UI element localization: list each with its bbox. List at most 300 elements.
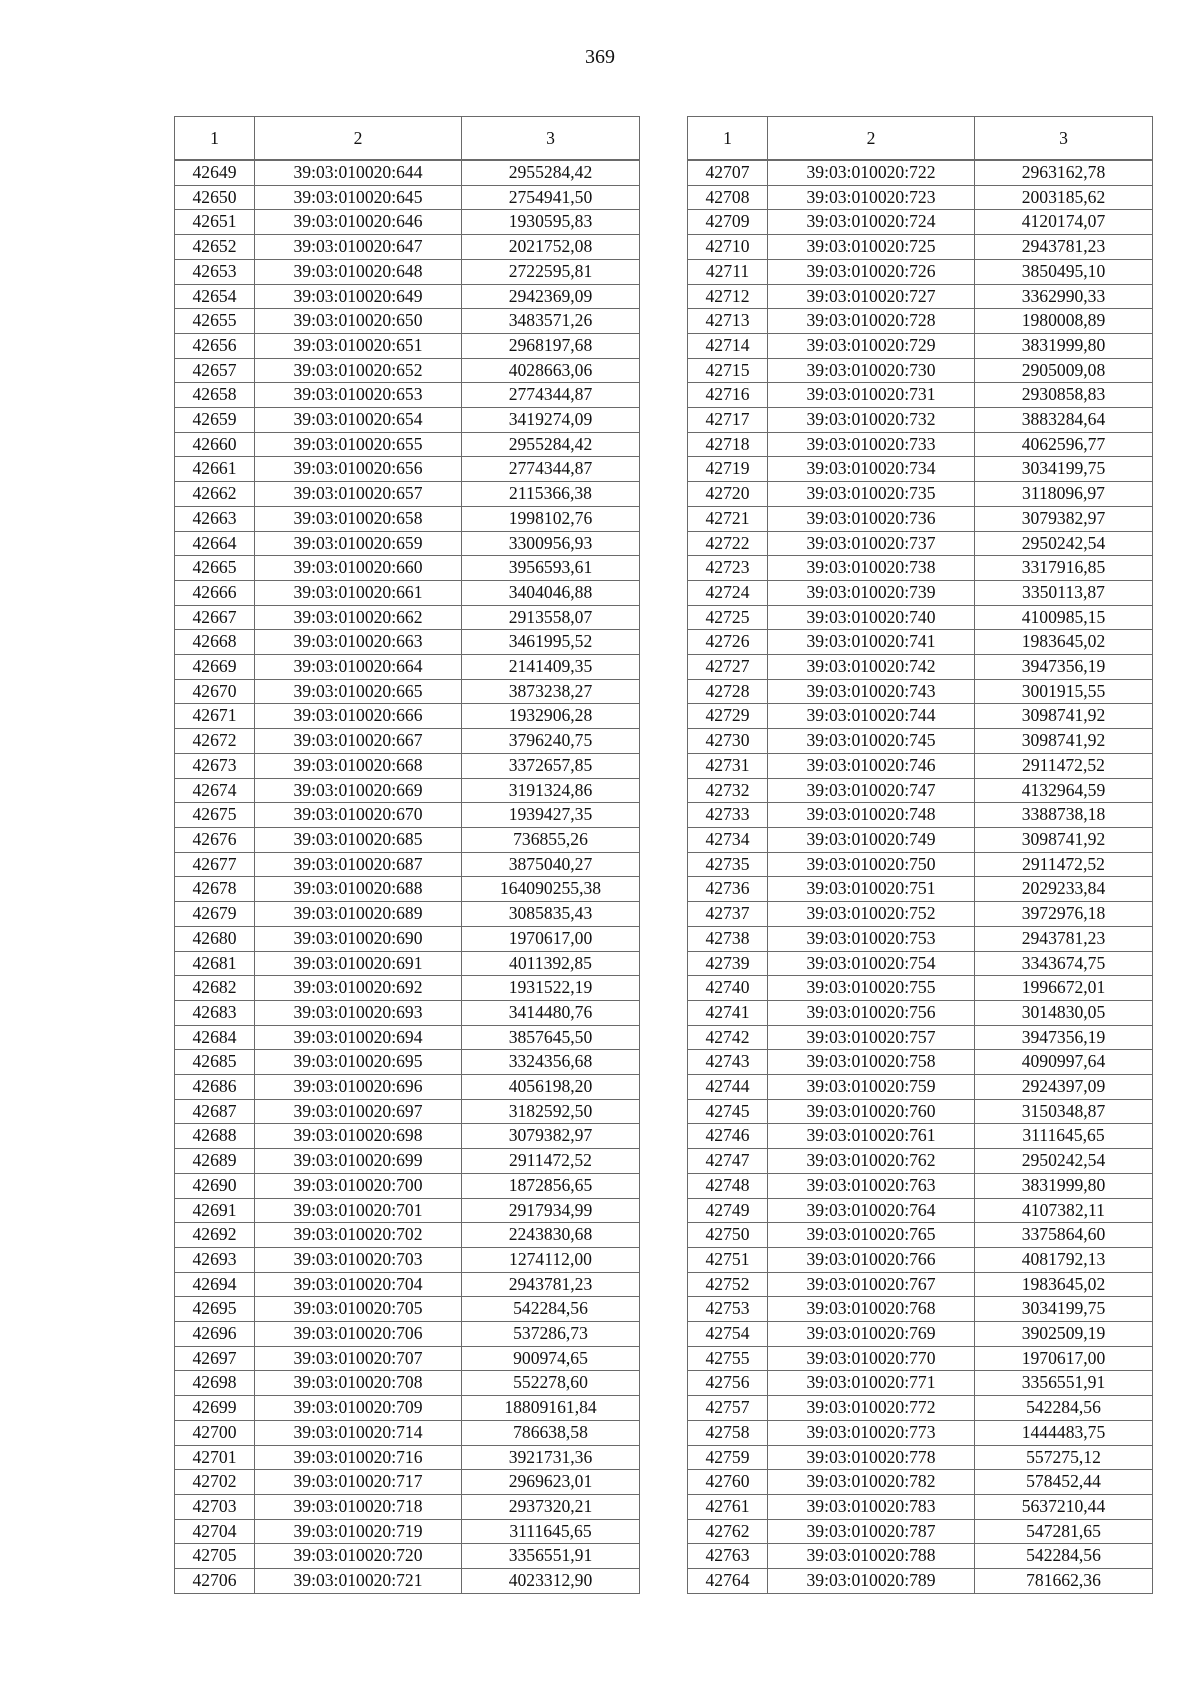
value-cell: 3356551,91: [975, 1371, 1153, 1396]
cadastral-number-cell: 39:03:010020:752: [768, 902, 975, 927]
row-number-cell: 42668: [175, 630, 255, 655]
table-row: [175, 902, 640, 927]
value-cell: 1970617,00: [975, 1346, 1153, 1371]
value-cell: 1996672,01: [975, 976, 1153, 1001]
row-number-cell: 42747: [688, 1149, 768, 1174]
value-cell: 2924397,09: [975, 1075, 1153, 1100]
table-row: [688, 383, 1153, 408]
value-cell: 3356551,91: [462, 1544, 640, 1569]
row-number-cell: 42714: [688, 333, 768, 358]
left-table-body: [175, 160, 640, 1593]
value-cell: 2955284,42: [462, 160, 640, 185]
table-row: [175, 259, 640, 284]
value-cell: 4023312,90: [462, 1569, 640, 1594]
cadastral-number-cell: 39:03:010020:773: [768, 1420, 975, 1445]
cadastral-number-cell: 39:03:010020:782: [768, 1470, 975, 1495]
cadastral-number-cell: 39:03:010020:750: [768, 852, 975, 877]
cadastral-number-cell: 39:03:010020:651: [255, 333, 462, 358]
table-row: [688, 1149, 1153, 1174]
cadastral-number-cell: 39:03:010020:667: [255, 729, 462, 754]
cadastral-number-cell: 39:03:010020:653: [255, 383, 462, 408]
cadastral-number-cell: 39:03:010020:761: [768, 1124, 975, 1149]
value-cell: 3001915,55: [975, 679, 1153, 704]
value-cell: 3111645,65: [462, 1519, 640, 1544]
cadastral-number-cell: 39:03:010020:695: [255, 1050, 462, 1075]
value-cell: 781662,36: [975, 1569, 1153, 1594]
row-number-cell: 42716: [688, 383, 768, 408]
value-cell: 3191324,86: [462, 778, 640, 803]
table-row: [688, 1272, 1153, 1297]
value-cell: 3085835,43: [462, 902, 640, 927]
table-row: [175, 1124, 640, 1149]
column-header-2: 2: [768, 117, 975, 161]
cadastral-number-cell: 39:03:010020:719: [255, 1519, 462, 1544]
row-number-cell: 42682: [175, 976, 255, 1001]
value-cell: 542284,56: [975, 1544, 1153, 1569]
row-number-cell: 42733: [688, 803, 768, 828]
column-header-1: 1: [688, 117, 768, 161]
cadastral-number-cell: 39:03:010020:768: [768, 1297, 975, 1322]
cadastral-number-cell: 39:03:010020:702: [255, 1223, 462, 1248]
cadastral-number-cell: 39:03:010020:727: [768, 284, 975, 309]
table-row: [688, 1075, 1153, 1100]
value-cell: 2968197,68: [462, 333, 640, 358]
row-number-cell: 42705: [175, 1544, 255, 1569]
page-number: 369: [585, 46, 615, 68]
table-row: [688, 531, 1153, 556]
cadastral-number-cell: 39:03:010020:703: [255, 1247, 462, 1272]
cadastral-number-cell: 39:03:010020:759: [768, 1075, 975, 1100]
row-number-cell: 42700: [175, 1420, 255, 1445]
table-row: [175, 506, 640, 531]
value-cell: 3098741,92: [975, 704, 1153, 729]
row-number-cell: 42654: [175, 284, 255, 309]
row-number-cell: 42750: [688, 1223, 768, 1248]
cadastral-number-cell: 39:03:010020:664: [255, 655, 462, 680]
cadastral-number-cell: 39:03:010020:693: [255, 1000, 462, 1025]
table-row: [175, 1173, 640, 1198]
cadastral-number-cell: 39:03:010020:733: [768, 432, 975, 457]
value-cell: 3182592,50: [462, 1099, 640, 1124]
table-row: [175, 1569, 640, 1594]
row-number-cell: 42762: [688, 1519, 768, 1544]
row-number-cell: 42656: [175, 333, 255, 358]
cadastral-number-cell: 39:03:010020:764: [768, 1198, 975, 1223]
cadastral-number-cell: 39:03:010020:666: [255, 704, 462, 729]
row-number-cell: 42649: [175, 160, 255, 185]
row-number-cell: 42758: [688, 1420, 768, 1445]
row-number-cell: 42739: [688, 951, 768, 976]
value-cell: 900974,65: [462, 1346, 640, 1371]
row-number-cell: 42699: [175, 1396, 255, 1421]
row-number-cell: 42664: [175, 531, 255, 556]
value-cell: 2950242,54: [975, 1149, 1153, 1174]
right-table-body: [688, 160, 1153, 1593]
table-row: [175, 284, 640, 309]
row-number-cell: 42672: [175, 729, 255, 754]
column-header-3: 3: [975, 117, 1153, 161]
column-header-1: 1: [175, 117, 255, 161]
cadastral-number-cell: 39:03:010020:787: [768, 1519, 975, 1544]
row-number-cell: 42742: [688, 1025, 768, 1050]
cadastral-number-cell: 39:03:010020:740: [768, 605, 975, 630]
value-cell: 3947356,19: [975, 655, 1153, 680]
cadastral-number-cell: 39:03:010020:742: [768, 655, 975, 680]
row-number-cell: 42754: [688, 1322, 768, 1347]
table-row: [175, 1198, 640, 1223]
table-row: [688, 1198, 1153, 1223]
row-number-cell: 42658: [175, 383, 255, 408]
table-row: [688, 506, 1153, 531]
row-number-cell: 42755: [688, 1346, 768, 1371]
cadastral-number-cell: 39:03:010020:754: [768, 951, 975, 976]
cadastral-number-cell: 39:03:010020:737: [768, 531, 975, 556]
row-number-cell: 42730: [688, 729, 768, 754]
table-row: [175, 1544, 640, 1569]
cadastral-number-cell: 39:03:010020:762: [768, 1149, 975, 1174]
value-cell: 3956593,61: [462, 556, 640, 581]
cadastral-number-cell: 39:03:010020:706: [255, 1322, 462, 1347]
row-number-cell: 42718: [688, 432, 768, 457]
value-cell: 3875040,27: [462, 852, 640, 877]
value-cell: 1980008,89: [975, 309, 1153, 334]
cadastral-number-cell: 39:03:010020:724: [768, 210, 975, 235]
table-row: [175, 976, 640, 1001]
value-cell: 2021752,08: [462, 235, 640, 260]
row-number-cell: 42662: [175, 482, 255, 507]
row-number-cell: 42712: [688, 284, 768, 309]
row-number-cell: 42721: [688, 506, 768, 531]
cadastral-number-cell: 39:03:010020:670: [255, 803, 462, 828]
row-number-cell: 42690: [175, 1173, 255, 1198]
table-row: [175, 1050, 640, 1075]
table-row: [688, 1247, 1153, 1272]
table-row: [175, 630, 640, 655]
row-number-cell: 42687: [175, 1099, 255, 1124]
cadastral-number-cell: 39:03:010020:749: [768, 827, 975, 852]
cadastral-number-cell: 39:03:010020:729: [768, 333, 975, 358]
row-number-cell: 42674: [175, 778, 255, 803]
row-number-cell: 42665: [175, 556, 255, 581]
value-cell: 1930595,83: [462, 210, 640, 235]
cadastral-number-cell: 39:03:010020:746: [768, 753, 975, 778]
cadastral-number-cell: 39:03:010020:709: [255, 1396, 462, 1421]
value-cell: 1939427,35: [462, 803, 640, 828]
cadastral-number-cell: 39:03:010020:731: [768, 383, 975, 408]
row-number-cell: 42697: [175, 1346, 255, 1371]
table-row: [688, 1346, 1153, 1371]
row-number-cell: 42732: [688, 778, 768, 803]
row-number-cell: 42661: [175, 457, 255, 482]
table-row: [688, 1371, 1153, 1396]
cadastral-number-cell: 39:03:010020:745: [768, 729, 975, 754]
cadastral-number-cell: 39:03:010020:769: [768, 1322, 975, 1347]
value-cell: 2911472,52: [975, 753, 1153, 778]
table-row: [175, 753, 640, 778]
value-cell: 2917934,99: [462, 1198, 640, 1223]
table-row: [175, 457, 640, 482]
cadastral-number-cell: 39:03:010020:772: [768, 1396, 975, 1421]
value-cell: 3118096,97: [975, 482, 1153, 507]
row-number-cell: 42759: [688, 1445, 768, 1470]
table-row: [175, 1000, 640, 1025]
value-cell: 2950242,54: [975, 531, 1153, 556]
table-row: [688, 1445, 1153, 1470]
cadastral-number-cell: 39:03:010020:716: [255, 1445, 462, 1470]
cadastral-number-cell: 39:03:010020:659: [255, 531, 462, 556]
value-cell: 3483571,26: [462, 309, 640, 334]
header-row: [175, 117, 640, 161]
value-cell: 3414480,76: [462, 1000, 640, 1025]
table-row: [175, 803, 640, 828]
table-row: [175, 185, 640, 210]
row-number-cell: 42710: [688, 235, 768, 260]
cadastral-number-cell: 39:03:010020:732: [768, 408, 975, 433]
value-cell: 2913558,07: [462, 605, 640, 630]
value-cell: 3850495,10: [975, 259, 1153, 284]
table-row: [175, 1223, 640, 1248]
cadastral-number-cell: 39:03:010020:688: [255, 877, 462, 902]
row-number-cell: 42650: [175, 185, 255, 210]
table-row: [175, 1445, 640, 1470]
value-cell: 557275,12: [975, 1445, 1153, 1470]
value-cell: 164090255,38: [462, 877, 640, 902]
row-number-cell: 42735: [688, 852, 768, 877]
table-row: [175, 877, 640, 902]
row-number-cell: 42666: [175, 580, 255, 605]
right-table: [687, 116, 1153, 1594]
value-cell: 4081792,13: [975, 1247, 1153, 1272]
row-number-cell: 42729: [688, 704, 768, 729]
table-row: [688, 556, 1153, 581]
value-cell: 537286,73: [462, 1322, 640, 1347]
cadastral-number-cell: 39:03:010020:668: [255, 753, 462, 778]
cadastral-number-cell: 39:03:010020:656: [255, 457, 462, 482]
table-row: [688, 1223, 1153, 1248]
cadastral-number-cell: 39:03:010020:751: [768, 877, 975, 902]
cadastral-number-cell: 39:03:010020:701: [255, 1198, 462, 1223]
value-cell: 4100985,15: [975, 605, 1153, 630]
value-cell: 3150348,87: [975, 1099, 1153, 1124]
left-table-header: [175, 117, 640, 161]
cadastral-number-cell: 39:03:010020:757: [768, 1025, 975, 1050]
value-cell: 1931522,19: [462, 976, 640, 1001]
table-row: [688, 1519, 1153, 1544]
cadastral-number-cell: 39:03:010020:691: [255, 951, 462, 976]
table-row: [688, 432, 1153, 457]
cadastral-number-cell: 39:03:010020:725: [768, 235, 975, 260]
cadastral-number-cell: 39:03:010020:648: [255, 259, 462, 284]
cadastral-number-cell: 39:03:010020:662: [255, 605, 462, 630]
row-number-cell: 42652: [175, 235, 255, 260]
row-number-cell: 42704: [175, 1519, 255, 1544]
value-cell: 2943781,23: [975, 926, 1153, 951]
value-cell: 1872856,65: [462, 1173, 640, 1198]
table-row: [688, 1494, 1153, 1519]
value-cell: 2963162,78: [975, 160, 1153, 185]
cadastral-number-cell: 39:03:010020:663: [255, 630, 462, 655]
table-row: [175, 1519, 640, 1544]
value-cell: 2722595,81: [462, 259, 640, 284]
cadastral-number-cell: 39:03:010020:665: [255, 679, 462, 704]
value-cell: 2774344,87: [462, 457, 640, 482]
row-number-cell: 42756: [688, 1371, 768, 1396]
row-number-cell: 42693: [175, 1247, 255, 1272]
table-row: [175, 309, 640, 334]
cadastral-number-cell: 39:03:010020:704: [255, 1272, 462, 1297]
cadastral-number-cell: 39:03:010020:767: [768, 1272, 975, 1297]
row-number-cell: 42680: [175, 926, 255, 951]
value-cell: 3300956,93: [462, 531, 640, 556]
row-number-cell: 42764: [688, 1569, 768, 1594]
value-cell: 1970617,00: [462, 926, 640, 951]
table-row: [175, 704, 640, 729]
cadastral-number-cell: 39:03:010020:687: [255, 852, 462, 877]
cadastral-number-cell: 39:03:010020:736: [768, 506, 975, 531]
table-row: [175, 926, 640, 951]
value-cell: 3098741,92: [975, 827, 1153, 852]
cadastral-number-cell: 39:03:010020:770: [768, 1346, 975, 1371]
value-cell: 3404046,88: [462, 580, 640, 605]
cadastral-number-cell: 39:03:010020:723: [768, 185, 975, 210]
row-number-cell: 42685: [175, 1050, 255, 1075]
table-row: [688, 1124, 1153, 1149]
cadastral-number-cell: 39:03:010020:705: [255, 1297, 462, 1322]
row-number-cell: 42653: [175, 259, 255, 284]
row-number-cell: 42677: [175, 852, 255, 877]
table-row: [175, 1494, 640, 1519]
row-number-cell: 42745: [688, 1099, 768, 1124]
table-row: [688, 1000, 1153, 1025]
table-row: [175, 827, 640, 852]
left-table: [174, 116, 640, 1594]
row-number-cell: 42749: [688, 1198, 768, 1223]
table-row: [688, 753, 1153, 778]
cadastral-number-cell: 39:03:010020:692: [255, 976, 462, 1001]
value-cell: 3902509,19: [975, 1322, 1153, 1347]
row-number-cell: 42734: [688, 827, 768, 852]
cadastral-number-cell: 39:03:010020:783: [768, 1494, 975, 1519]
row-number-cell: 42751: [688, 1247, 768, 1272]
value-cell: 2243830,68: [462, 1223, 640, 1248]
row-number-cell: 42713: [688, 309, 768, 334]
value-cell: 2911472,52: [462, 1149, 640, 1174]
row-number-cell: 42737: [688, 902, 768, 927]
cadastral-number-cell: 39:03:010020:735: [768, 482, 975, 507]
row-number-cell: 42763: [688, 1544, 768, 1569]
value-cell: 2141409,35: [462, 655, 640, 680]
cadastral-number-cell: 39:03:010020:726: [768, 259, 975, 284]
value-cell: 4120174,07: [975, 210, 1153, 235]
cadastral-number-cell: 39:03:010020:743: [768, 679, 975, 704]
table-row: [688, 235, 1153, 260]
cadastral-number-cell: 39:03:010020:647: [255, 235, 462, 260]
row-number-cell: 42702: [175, 1470, 255, 1495]
table-row: [688, 580, 1153, 605]
value-cell: 1983645,02: [975, 1272, 1153, 1297]
cadastral-number-cell: 39:03:010020:685: [255, 827, 462, 852]
row-number-cell: 42731: [688, 753, 768, 778]
cadastral-number-cell: 39:03:010020:763: [768, 1173, 975, 1198]
row-number-cell: 42678: [175, 877, 255, 902]
table-row: [175, 1322, 640, 1347]
cadastral-number-cell: 39:03:010020:766: [768, 1247, 975, 1272]
row-number-cell: 42741: [688, 1000, 768, 1025]
value-cell: 1932906,28: [462, 704, 640, 729]
row-number-cell: 42660: [175, 432, 255, 457]
cadastral-number-cell: 39:03:010020:721: [255, 1569, 462, 1594]
table-row: [175, 1272, 640, 1297]
value-cell: 2003185,62: [975, 185, 1153, 210]
value-cell: 2943781,23: [975, 235, 1153, 260]
row-number-cell: 42719: [688, 457, 768, 482]
row-number-cell: 42667: [175, 605, 255, 630]
value-cell: 1998102,76: [462, 506, 640, 531]
table-row: [175, 383, 640, 408]
table-row: [175, 852, 640, 877]
cadastral-number-cell: 39:03:010020:649: [255, 284, 462, 309]
cadastral-number-cell: 39:03:010020:722: [768, 160, 975, 185]
table-row: [175, 1247, 640, 1272]
row-number-cell: 42746: [688, 1124, 768, 1149]
cadastral-number-cell: 39:03:010020:696: [255, 1075, 462, 1100]
value-cell: 3034199,75: [975, 1297, 1153, 1322]
table-row: [175, 531, 640, 556]
cadastral-number-cell: 39:03:010020:669: [255, 778, 462, 803]
table-row: [688, 210, 1153, 235]
table-row: [688, 457, 1153, 482]
table-row: [688, 704, 1153, 729]
cadastral-number-cell: 39:03:010020:655: [255, 432, 462, 457]
table-row: [175, 729, 640, 754]
cadastral-number-cell: 39:03:010020:771: [768, 1371, 975, 1396]
value-cell: 3079382,97: [975, 506, 1153, 531]
cadastral-number-cell: 39:03:010020:714: [255, 1420, 462, 1445]
row-number-cell: 42757: [688, 1396, 768, 1421]
row-number-cell: 42748: [688, 1173, 768, 1198]
cadastral-number-cell: 39:03:010020:734: [768, 457, 975, 482]
table-row: [688, 926, 1153, 951]
value-cell: 3343674,75: [975, 951, 1153, 976]
table-row: [688, 877, 1153, 902]
table-row: [175, 605, 640, 630]
cadastral-number-cell: 39:03:010020:758: [768, 1050, 975, 1075]
table-row: [688, 284, 1153, 309]
value-cell: 2911472,52: [975, 852, 1153, 877]
value-cell: 3388738,18: [975, 803, 1153, 828]
cadastral-number-cell: 39:03:010020:778: [768, 1445, 975, 1470]
row-number-cell: 42761: [688, 1494, 768, 1519]
value-cell: 3079382,97: [462, 1124, 640, 1149]
table-row: [175, 1470, 640, 1495]
table-row: [688, 630, 1153, 655]
value-cell: 3947356,19: [975, 1025, 1153, 1050]
row-number-cell: 42684: [175, 1025, 255, 1050]
value-cell: 2937320,21: [462, 1494, 640, 1519]
row-number-cell: 42670: [175, 679, 255, 704]
table-row: [688, 1322, 1153, 1347]
cadastral-number-cell: 39:03:010020:789: [768, 1569, 975, 1594]
value-cell: 2943781,23: [462, 1272, 640, 1297]
row-number-cell: 42691: [175, 1198, 255, 1223]
row-number-cell: 42675: [175, 803, 255, 828]
table-row: [688, 951, 1153, 976]
value-cell: 3883284,64: [975, 408, 1153, 433]
row-number-cell: 42701: [175, 1445, 255, 1470]
value-cell: 3014830,05: [975, 1000, 1153, 1025]
value-cell: 1274112,00: [462, 1247, 640, 1272]
value-cell: 2115366,38: [462, 482, 640, 507]
